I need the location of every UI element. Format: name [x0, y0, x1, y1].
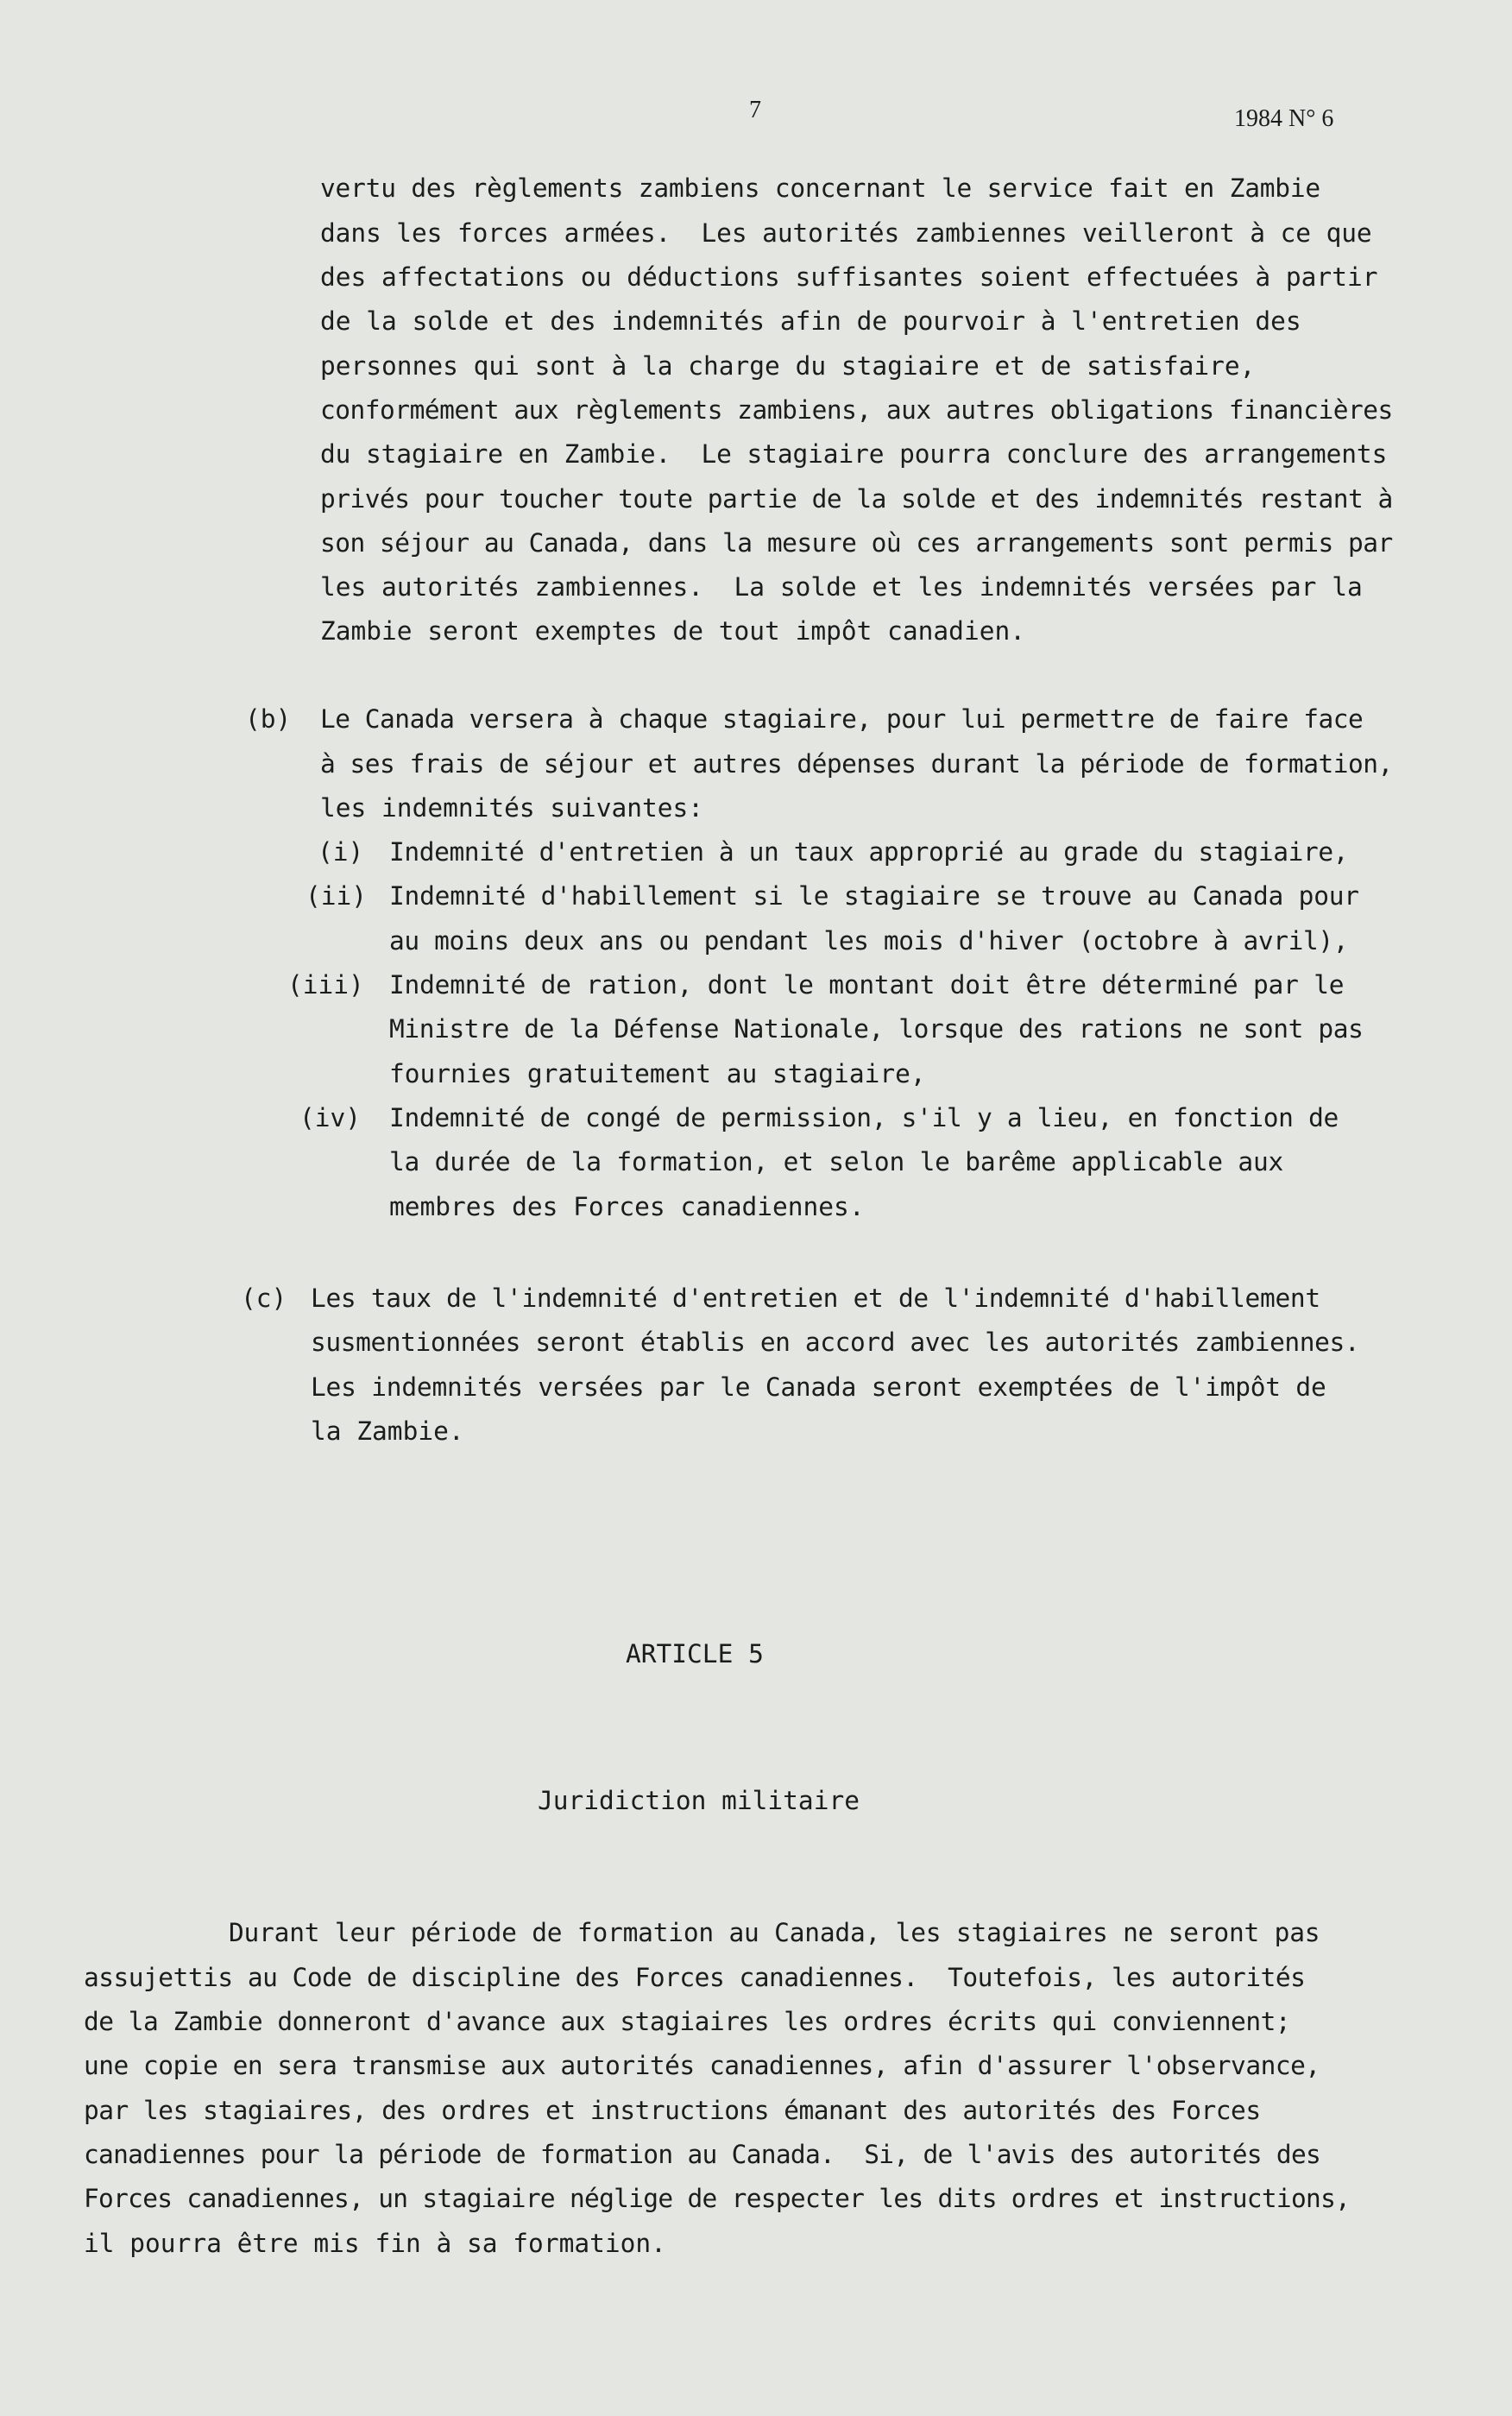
text-line: la Zambie.: [311, 1416, 464, 1446]
text-line: Forces canadiennes, un stagiaire néglige de respecter les dits ordres et instructions,: [84, 2184, 1351, 2213]
text-line: Les taux de l'indemnité d'entretien et de l'indemnité d'habillement: [311, 1284, 1320, 1313]
text-line: de la Zambie donneront d'avance aux stagiaires les ordres écrits qui conviennent;: [84, 2007, 1291, 2036]
text-line: au moins deux ans ou pendant les mois d'hiver (octobre à avril),: [389, 926, 1349, 956]
text-line: il pourra être mis fin à sa formation.: [84, 2229, 666, 2258]
item-label: (iv): [299, 1103, 362, 1132]
text-line: Le Canada versera à chaque stagiaire, pour lui permettre de faire face: [320, 704, 1364, 734]
text-line: à ses frais de séjour et autres dépenses durant la période de formation,: [320, 749, 1393, 779]
text-line: conformément aux règlements zambiens, aux autres obligations financières: [320, 395, 1393, 425]
text-line: Indemnité de ration, dont le montant doit être déterminé par le: [389, 970, 1345, 1000]
text-line: du stagiaire en Zambie. Le stagiaire pourra conclure des arrangements: [320, 439, 1388, 469]
text-line: son séjour au Canada, dans la mesure où ces arrangements sont permis par: [320, 528, 1393, 558]
text-line: privés pour toucher toute partie de la solde et des indemnités restant à: [320, 484, 1393, 514]
text-line: assujettis au Code de discipline des Forces canadiennes. Toutefois, les autorités: [84, 1963, 1306, 1992]
text-line: la durée de la formation, et selon le barême applicable aux: [389, 1147, 1284, 1176]
text-line: des affectations ou déductions suffisantes soient effectuées à partir: [320, 262, 1378, 292]
paragraph-label: (c): [241, 1284, 287, 1313]
text-line: Indemnité de congé de permission, s'il y a lieu, en fonction de: [389, 1103, 1339, 1132]
text-line: susmentionnées seront établis en accord avec les autorités zambiennes.: [311, 1328, 1360, 1357]
text-line: vertu des règlements zambiens concernant le service fait en Zambie: [320, 173, 1320, 203]
paragraph-label: (b): [245, 704, 292, 734]
text-line: Zambie seront exemptes de tout impôt canadien.: [320, 616, 1025, 646]
article-number: ARTICLE 5: [626, 1639, 764, 1668]
text-line: Ministre de la Défense Nationale, lorsque des rations ne sont pas: [389, 1014, 1364, 1044]
text-line: Les indemnités versées par le Canada seront exemptées de l'impôt de: [311, 1372, 1326, 1402]
text-line: fournies gratuitement au stagiaire,: [389, 1059, 926, 1088]
item-label: (iii): [287, 970, 364, 1000]
text-line: les autorités zambiennes. La solde et les indemnités versées par la: [320, 572, 1363, 602]
treaty-reference: 1984 N° 6: [1234, 105, 1334, 132]
text-line: de la solde et des indemnités afin de pourvoir à l'entretien des: [320, 306, 1301, 336]
article-title: Juridiction militaire: [538, 1786, 860, 1815]
text-line: Indemnité d'habillement si le stagiaire se trouve au Canada pour: [389, 881, 1359, 911]
text-line: Indemnité d'entretien à un taux approprié au grade du stagiaire,: [389, 837, 1349, 867]
text-line: canadiennes pour la période de formation au Canada. Si, de l'avis des autorités des: [84, 2140, 1321, 2169]
item-label: (ii): [306, 881, 368, 911]
text-line: par les stagiaires, des ordres et instructions émanant des autorités des Forces: [84, 2096, 1261, 2125]
item-label: (i): [318, 837, 364, 867]
text-line: une copie en sera transmise aux autorités canadiennes, afin d'assurer l'observance,: [84, 2051, 1320, 2080]
text-line: personnes qui sont à la charge du stagiaire et de satisfaire,: [320, 351, 1256, 381]
text-line: dans les forces armées. Les autorités zambiennes veilleront à ce que: [320, 218, 1372, 248]
text-line: Durant leur période de formation au Canada, les stagiaires ne seront pas: [229, 1918, 1320, 1947]
text-line: les indemnités suivantes:: [320, 793, 704, 823]
page-number: 7: [749, 97, 761, 123]
text-line: membres des Forces canadiennes.: [389, 1192, 865, 1221]
